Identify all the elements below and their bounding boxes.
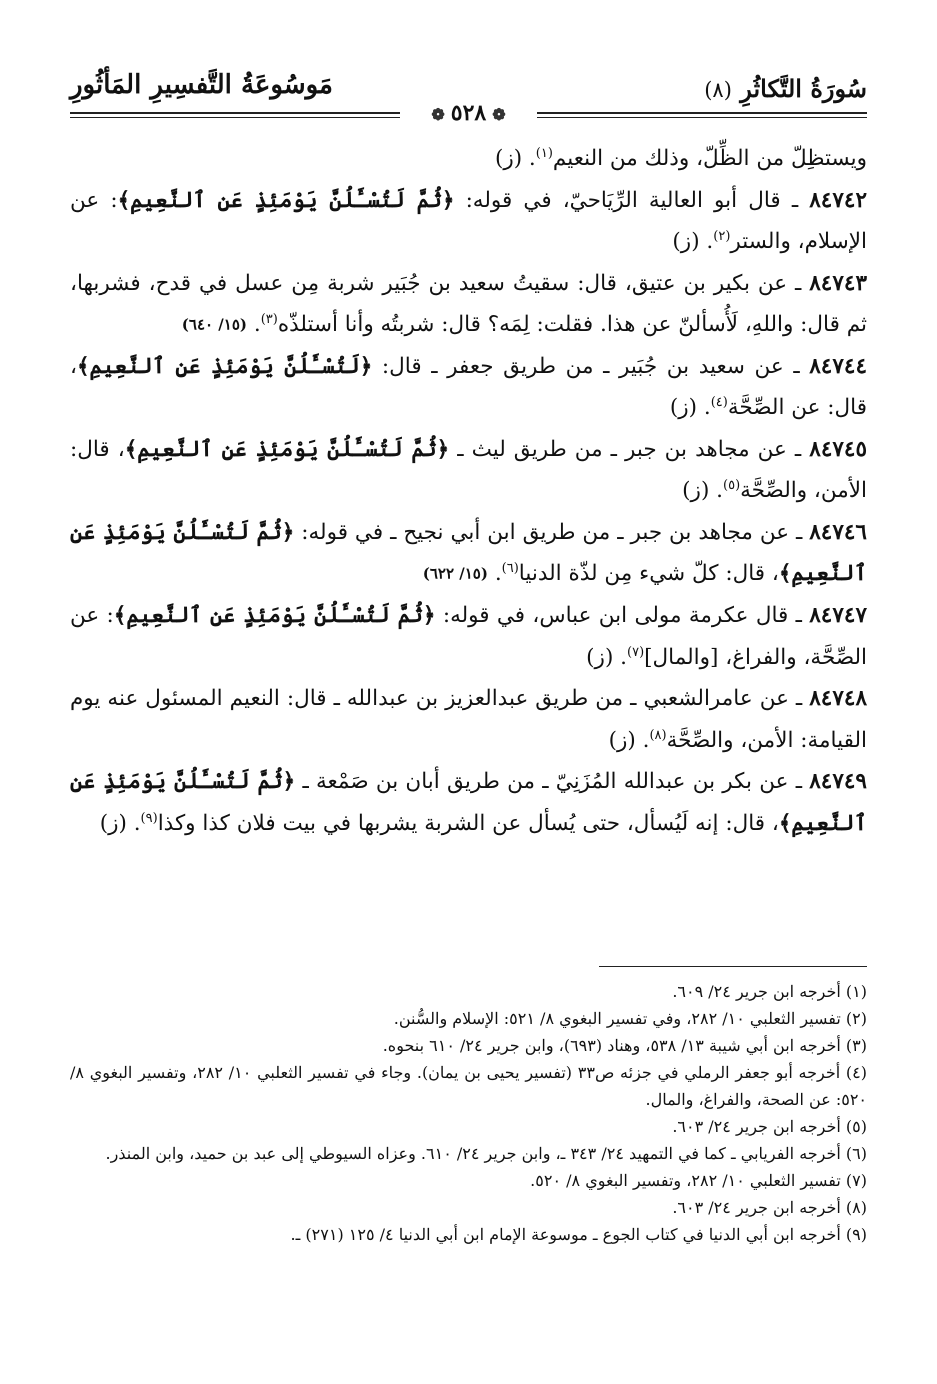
- footnote-marker[interactable]: (٨): [649, 727, 667, 743]
- paragraph: [70, 429, 867, 512]
- paragraph: [70, 263, 867, 346]
- quran-verse: ﴿ثُمَّ لَتُسْـَٔلُنَّ يَوْمَئِذٍ عَنِ ٱلنَّعِيمِ﴾: [113, 603, 436, 628]
- paragraph: [70, 678, 867, 761]
- source-marker: . (ز): [672, 229, 714, 254]
- header-rule-right-thin: [537, 117, 867, 118]
- footnote-marker[interactable]: (٥): [723, 478, 741, 494]
- quran-verse: ﴿ثُمَّ لَتُسْـَٔلُنَّ يَوْمَئِذٍ عَنِ ٱلنَّعِيمِ﴾: [124, 436, 450, 462]
- footnote: (٩) أخرجه ابن أبي الدنيا في كتاب الجوع ـ موسوعة الإمام ابن أبي الدنيا ٤/ ١٢٥ (٢٧١) ـ.: [290, 1225, 867, 1244]
- footnote: (٤) أخرجه أبو جعفر الرملي في جزئه ص٣٣ (تفسير يحيى بن يمان). وجاء في تفسير الثعلبي ١٠/ ٢٨٢، وتفسير البغوي ٨/ ٥٢٠: عن الصحة، والفراغ، والمال.: [70, 1063, 868, 1109]
- footnote: (٦) أخرجه الفريابي ـ كما في التمهيد ٢٤/ ٣٤٣ ـ، وابن جرير ٢٤/ ٦١٠. وعزاه السيوطي إلى عبد بن حميد، وابن المنذر.: [105, 1144, 867, 1163]
- paragraph-text: .: [247, 312, 261, 337]
- header-rule-left: [70, 112, 400, 114]
- source-marker: . (ز): [608, 727, 650, 753]
- paragraph-text: : عن الصِّحَّة، والفراغ، [والمال]: [70, 603, 867, 670]
- narration-number: ٨٤٧٤٩: [809, 769, 867, 794]
- paragraph-text: : عن الإسلام، والستر: [70, 187, 867, 254]
- source-marker: . (ز): [99, 810, 141, 836]
- paragraph: [70, 512, 867, 595]
- paragraph: [70, 138, 867, 180]
- footnote: (١) أخرجه ابن جرير ٢٤/ ٦٠٩.: [672, 982, 867, 1001]
- quran-verse: ﴿ثُمَّ لَتُسْـَٔلُنَّ يَوْمَئِذٍ عَنِ ٱلنَّعِيمِ﴾: [70, 769, 867, 836]
- narration-number: ٨٤٧٤٤: [809, 353, 867, 379]
- footnote-marker[interactable]: (٩): [140, 810, 158, 826]
- footnote-marker[interactable]: (٤): [710, 395, 728, 411]
- quran-verse: ﴿ثُمَّ لَتُسْـَٔلُنَّ يَوْمَئِذٍ عَنِ ٱلنَّعِيمِ﴾: [70, 519, 867, 587]
- paragraph-text: ، قال: إنه لَيُسأل، حتى يُسأل عن الشربة يشربها في بيت فلان كذا وكذا: [157, 810, 779, 836]
- page-number: ٥٢٨: [450, 100, 487, 126]
- source-marker: . (ز): [669, 395, 711, 421]
- narration-number: ٨٤٧٤٣: [809, 270, 867, 296]
- narration-number: ٨٤٧٤٢: [809, 187, 867, 213]
- paragraph-text: ـ عن بكر بن عبدالله المُزَنِيّ ـ من طريق أبان بن صَمْعة ـ: [295, 769, 810, 794]
- paragraph: [70, 761, 867, 844]
- quran-verse: ﴿لَتُسْـَٔلُنَّ يَوْمَئِذٍ عَنِ ٱلنَّعِيمِ﴾: [76, 353, 373, 379]
- paragraph: [70, 595, 867, 678]
- surah-heading: [704, 74, 867, 103]
- footnote: (٢) تفسير الثعلبي ١٠/ ٢٨٢، وفي تفسير البغوي ٨/ ٥٢١: الإسلام والسُّنن.: [393, 1009, 867, 1028]
- narration-number: ٨٤٧٤٦: [809, 519, 867, 545]
- quran-verse: ﴿ثُمَّ لَتُسْـَٔلُنَّ يَوْمَئِذٍ عَنِ ٱلنَّعِيمِ﴾: [117, 187, 455, 213]
- footnote-marker[interactable]: (٢): [713, 228, 731, 244]
- footnote-marker[interactable]: (٧): [627, 644, 645, 660]
- surah-number: (٨): [704, 78, 732, 102]
- paragraph-text: ، قال: عن الصِّحَّة: [70, 353, 867, 421]
- page-number-block: [425, 100, 511, 126]
- paragraph-text: ، قال: الأمن، والصِّحَّة: [70, 436, 867, 504]
- footnotes: [70, 978, 867, 1248]
- narration-number: ٨٤٧٤٥: [809, 436, 868, 462]
- paragraph-text: ـ قال عكرمة مولى ابن عباس، في قوله:: [435, 603, 810, 628]
- narration-number: ٨٤٧٤٧: [809, 603, 867, 628]
- page-header: [70, 68, 867, 130]
- paragraph-text: ـ قال أبو العالية الرِّيَاحيّ، في قوله:: [454, 187, 810, 213]
- paragraph-text: ـ عن بكير بن عتيق، قال: سقيتُ سعيد بن جُبَير شربة مِن عسل في قدح، فشربها، ثم قال: واللهِ، لَأُسألنّ عن هذا. فقلت: لِمَه؟ قال: شربتُه وأنا أستلذّه: [70, 270, 867, 337]
- header-rule-right: [537, 112, 867, 114]
- narration-number: ٨٤٧٤٨: [809, 686, 867, 711]
- ornament-icon: ❁: [492, 105, 506, 124]
- source-marker: . (ز): [586, 644, 627, 670]
- header-rule-left-thin: [70, 117, 400, 118]
- footnote: (٨) أخرجه ابن جرير ٢٤/ ٦٠٣.: [672, 1198, 867, 1217]
- footnote-marker[interactable]: (١): [535, 145, 553, 161]
- footnote: (٥) أخرجه ابن جرير ٢٤/ ٦٠٣.: [672, 1117, 867, 1136]
- book-title: مَوسُوعَةُ التَّفسِيرِ المَأثُورِ: [70, 70, 333, 100]
- paragraph-text: ـ عن مجاهد بن جبر ـ من طريق ابن أبي نجيح ـ في قوله:: [294, 519, 810, 545]
- paragraph-text: ـ عن مجاهد بن جبر ـ من طريق ليث ـ: [449, 436, 810, 462]
- main-text: [70, 138, 867, 844]
- source-marker: . (ز): [494, 146, 536, 171]
- volume-reference: (١٥/ ٦٢٢): [422, 564, 488, 583]
- paragraph: [70, 346, 867, 429]
- footnote-separator: [599, 966, 867, 967]
- ornament-icon: ❁: [431, 105, 445, 124]
- paragraph-text: ـ عن سعيد بن جُبَير ـ من طريق جعفر ـ قال:: [372, 353, 810, 379]
- paragraph-text: .: [487, 561, 502, 587]
- volume-reference: (١٥/ ٦٤٠): [181, 315, 248, 334]
- paragraph: [70, 180, 867, 263]
- paragraph-text: ـ عن عامرالشعبي ـ من طريق عبدالعزيز بن عبدالله ـ قال: النعيم المسئول عنه يوم القيامة: الأمن، والصِّحَّة: [70, 686, 867, 753]
- paragraph-text: ، قال: كلّ شيء مِن لذّة الدنيا: [518, 561, 779, 587]
- footnote-marker[interactable]: (٣): [260, 311, 278, 327]
- footnote-marker[interactable]: (٦): [501, 561, 519, 577]
- source-marker: . (ز): [682, 478, 723, 504]
- footnote: (٣) أخرجه ابن أبي شيبة ١٣/ ٥٣٨، وهناد (٦٩٣)، وابن جرير ٢٤/ ٦١٠ بنحوه.: [382, 1036, 867, 1055]
- paragraph-text: ويستظِلّ من الظِّلّ، وذلك من النعيم: [552, 146, 867, 171]
- footnote: (٧) تفسير الثعلبي ١٠/ ٢٨٢، وتفسير البغوي ٨/ ٥٢٠.: [530, 1171, 867, 1190]
- surah-title: سُورَةُ التَّكاثُرِ: [740, 74, 867, 103]
